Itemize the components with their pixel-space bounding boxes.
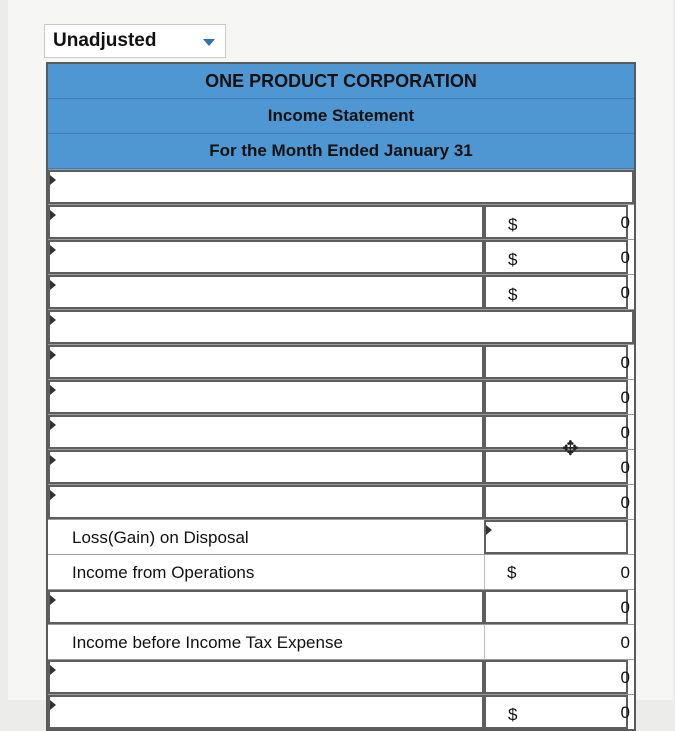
dropdown-selected-label: Unadjusted	[53, 30, 157, 51]
move-cursor-icon: ✥	[562, 438, 579, 460]
amount-input[interactable]	[484, 520, 628, 554]
table-row	[48, 414, 634, 449]
account-name-input[interactable]	[48, 170, 634, 204]
table-row	[48, 169, 634, 204]
table-row	[48, 589, 634, 624]
account-label-cell	[48, 555, 484, 589]
account-name-input[interactable]	[48, 345, 484, 379]
account-name-input[interactable]	[48, 240, 484, 274]
row-total-value: 0	[620, 668, 630, 687]
row-total-value: 0	[620, 633, 630, 652]
account-name-input[interactable]	[48, 590, 484, 624]
account-name-input[interactable]	[48, 275, 484, 309]
amount-input[interactable]	[484, 240, 628, 274]
dropdown-indicator-icon	[486, 525, 492, 535]
company-name: ONE PRODUCT CORPORATION	[48, 64, 634, 99]
dropdown-indicator-icon	[50, 385, 56, 395]
statement-title: Income Statement	[48, 99, 634, 134]
dropdown-indicator-icon	[50, 175, 56, 185]
dollar-sign: $	[507, 563, 517, 582]
table-row	[48, 449, 634, 484]
amount-input[interactable]	[484, 205, 628, 239]
dollar-sign: $	[508, 215, 518, 234]
table-row	[48, 379, 634, 414]
amount-input[interactable]	[484, 450, 628, 484]
row-label: Income from Operations	[72, 563, 255, 582]
account-label-cell	[48, 520, 484, 554]
table-row	[48, 274, 634, 309]
account-name-input[interactable]	[48, 380, 484, 414]
dollar-sign: $	[508, 285, 518, 304]
account-name-input[interactable]	[48, 205, 484, 239]
table-row	[48, 204, 634, 239]
table-row	[48, 519, 634, 554]
account-name-input[interactable]	[48, 310, 634, 344]
row-total-value: 0	[620, 283, 630, 302]
row-label: Income before Income Tax Expense	[72, 633, 343, 652]
account-name-input[interactable]	[48, 415, 484, 449]
amount-cell	[484, 555, 628, 589]
account-name-input[interactable]	[48, 450, 484, 484]
account-name-input[interactable]	[48, 485, 484, 519]
table-row	[48, 344, 634, 379]
amount-input[interactable]	[484, 590, 628, 624]
statement-period: For the Month Ended January 31	[48, 134, 634, 169]
dropdown-indicator-icon	[50, 315, 56, 325]
dropdown-indicator-icon	[50, 350, 56, 360]
row-total-value: 0	[620, 493, 630, 512]
row-total-value: 0	[620, 423, 630, 442]
dropdown-indicator-icon	[50, 665, 56, 675]
statement-rows	[48, 169, 634, 729]
account-name-input[interactable]	[48, 695, 484, 729]
dropdown-indicator-icon	[50, 280, 56, 290]
table-row	[48, 659, 634, 694]
amount-input[interactable]	[484, 380, 628, 414]
table-row	[48, 309, 634, 344]
dropdown-indicator-icon	[50, 210, 56, 220]
income-statement-table	[46, 62, 636, 731]
page	[8, 0, 673, 724]
row-total-value: 0	[620, 598, 630, 617]
row-total-value: 0	[620, 703, 630, 722]
dropdown-indicator-icon	[50, 490, 56, 500]
amount-cell	[484, 625, 628, 659]
amount-input[interactable]	[484, 695, 628, 729]
table-row	[48, 484, 634, 519]
dropdown-indicator-icon	[50, 455, 56, 465]
statement-type-dropdown[interactable]	[44, 24, 226, 58]
dropdown-indicator-icon	[50, 595, 56, 605]
amount-input[interactable]	[484, 415, 628, 449]
amount-input[interactable]	[484, 660, 628, 694]
row-total-value: 0	[620, 388, 630, 407]
dropdown-indicator-icon	[50, 245, 56, 255]
row-total-value: 0	[620, 458, 630, 477]
row-total-value: 0	[620, 248, 630, 267]
dollar-sign: $	[508, 250, 518, 269]
table-row	[48, 624, 634, 659]
row-label: Loss(Gain) on Disposal	[72, 528, 249, 547]
chevron-down-icon[interactable]	[203, 39, 215, 46]
amount-input[interactable]	[484, 345, 628, 379]
table-row	[48, 239, 634, 274]
account-name-input[interactable]	[48, 660, 484, 694]
dropdown-indicator-icon	[50, 420, 56, 430]
account-label-cell	[48, 625, 484, 659]
row-total-value: 0	[620, 213, 630, 232]
dropdown-indicator-icon	[50, 700, 56, 710]
amount-input[interactable]	[484, 485, 628, 519]
row-total-value: 0	[620, 563, 630, 582]
amount-input[interactable]	[484, 275, 628, 309]
table-row	[48, 694, 634, 729]
dollar-sign: $	[508, 705, 518, 724]
table-row	[48, 554, 634, 589]
row-total-value: 0	[620, 353, 630, 372]
